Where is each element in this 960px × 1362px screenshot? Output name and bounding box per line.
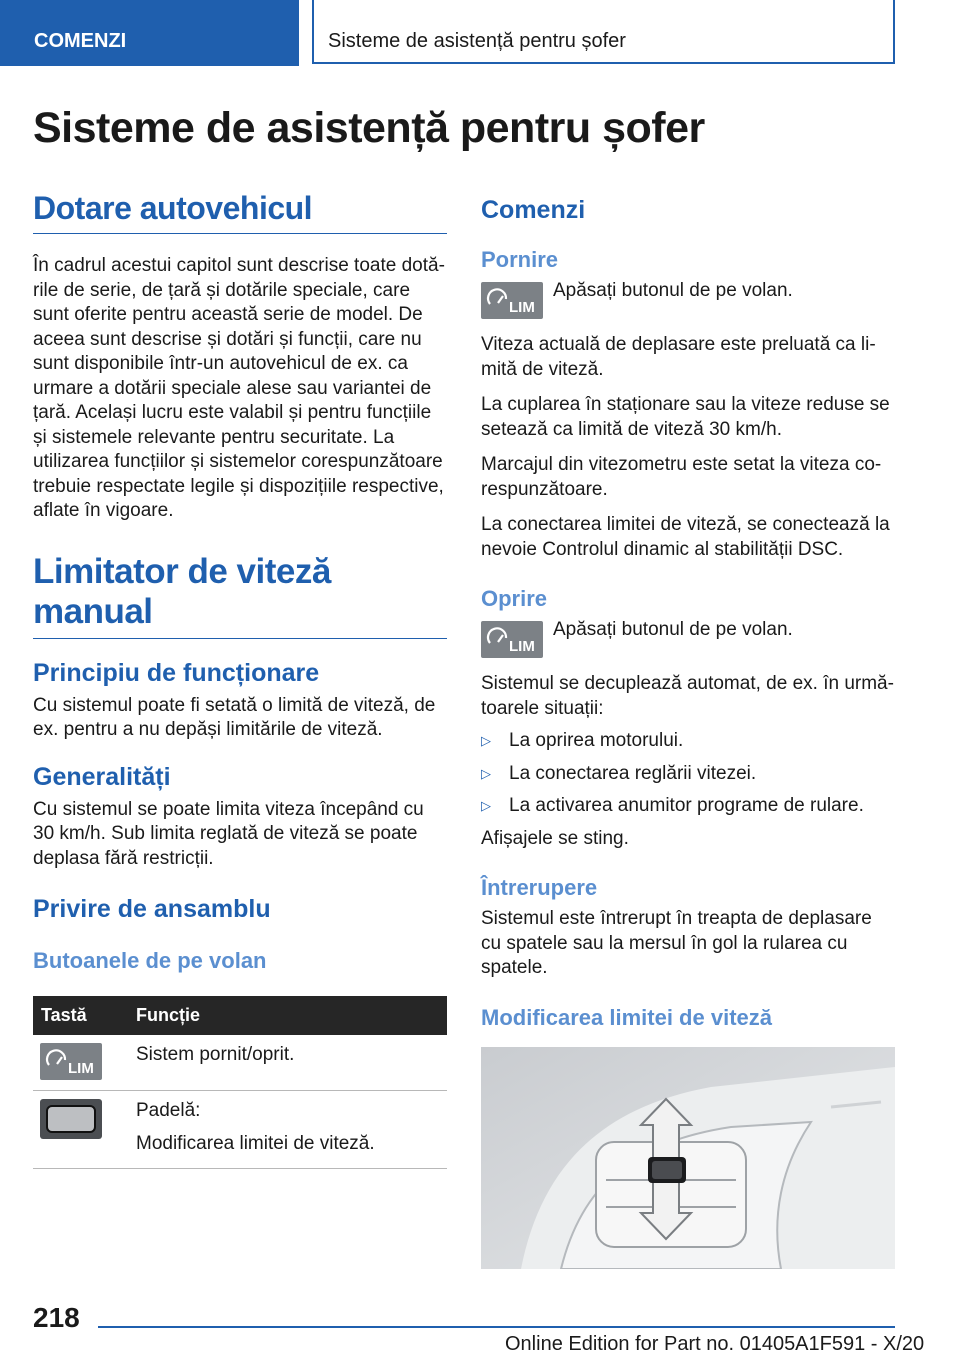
list-item: ▷ La oprirea motorului. bbox=[481, 729, 895, 754]
svg-text:LIM: LIM bbox=[68, 1060, 94, 1077]
footer-divider bbox=[98, 1326, 895, 1328]
paddle-icon bbox=[40, 1099, 102, 1139]
svg-text:LIM: LIM bbox=[509, 638, 535, 655]
pornire-icon-text: Apăsați butonul de pe volan. bbox=[553, 280, 793, 301]
dotare-text: În cadrul acestui capitol sunt descrise toate dotările de serie, de țară și dotările speciale, care sunt oferite pentru această serie de model. De aceea sunt descrise și dotări și funcții, care nu sunt disponibile într-un autovehicul de ex. ca urmare a dotării speciale alese sau variantei de țară. Același lucru este valabil și pentru funcțiile și sistemele relevante pentru securitate. La utilizarea funcțiilor și sistemelor corespunzătoare trebuie respectate legile și dispozițiile respective, aflate în vigoare. bbox=[33, 255, 445, 521]
bullet-triangle-icon: ▷ bbox=[481, 733, 491, 748]
butoane-heading: Butoanele de pe volan bbox=[33, 948, 267, 973]
svg-text:LIM: LIM bbox=[509, 299, 535, 316]
buttons-table bbox=[33, 996, 447, 1169]
list-item: ▷ La activarea anumitor programe de rulare. bbox=[481, 794, 895, 819]
pornire-instruction bbox=[481, 279, 895, 319]
lim-button-icon bbox=[481, 621, 543, 658]
privire-heading: Privire de ansamblu bbox=[33, 895, 271, 923]
table-cell-function: Modificarea limitei de viteză. bbox=[136, 1132, 375, 1154]
pornire-paragraph: Marcajul din vitezometru este setat la viteza corespunzătoare. bbox=[481, 454, 882, 500]
dotare-heading: Dotare autovehicul bbox=[33, 190, 447, 234]
table-header-function: Funcție bbox=[136, 996, 447, 1035]
page-title: Sisteme de asistență pentru șofer bbox=[33, 104, 705, 152]
oprire-instruction bbox=[481, 618, 895, 658]
modificarea-heading: Modificarea limitei de viteză bbox=[481, 1004, 772, 1030]
oprire-outro: Afișajele se sting. bbox=[481, 827, 629, 849]
comenzi-heading: Comenzi bbox=[481, 196, 586, 224]
pornire-paragraph: La cuplarea în staționare sau la viteze reduse se setează ca limită de viteză 30 km/h. bbox=[481, 394, 890, 440]
lim-button-icon bbox=[40, 1043, 102, 1080]
limitator-heading: Limitator de viteză manual bbox=[33, 552, 447, 639]
page-number: 218 bbox=[33, 1302, 80, 1333]
bullet-triangle-icon: ▷ bbox=[481, 765, 491, 781]
oprire-heading: Oprire bbox=[481, 586, 548, 611]
chapter-tab: Sisteme de asistență pentru șofer bbox=[312, 0, 895, 64]
oprire-intro: Sistemul se decuplează automat, de ex. în următoarele situații: bbox=[481, 673, 894, 719]
table-row bbox=[33, 1035, 447, 1091]
left-column bbox=[33, 190, 447, 1169]
bullet-triangle-icon: ▷ bbox=[481, 798, 491, 813]
table-row bbox=[33, 1091, 447, 1169]
table-cell-function: Padelă: bbox=[136, 1100, 201, 1121]
lim-button-icon bbox=[481, 282, 543, 319]
intrerupere-heading: Întrerupere bbox=[481, 875, 598, 900]
table-header-row bbox=[33, 996, 447, 1035]
principiu-text: Cu sistemul poate fi setată o limită de viteză, de ex. pentru a nu depăși limitările de viteză. bbox=[33, 694, 436, 740]
steering-wheel-photo bbox=[481, 1047, 895, 1269]
footer-edition: Online Edition for Part no. 01405A1F591 - X/20 bbox=[505, 1333, 925, 1355]
generalitati-heading: Generalități bbox=[33, 762, 171, 791]
section-tab: COMENZI bbox=[0, 0, 299, 66]
generalitati-text: Cu sistemul se poate limita viteza începând cu 30 km/h. Sub limita reglată de viteză se poate deplasa fără restricții. bbox=[33, 798, 424, 869]
right-column bbox=[481, 190, 895, 1269]
table-cell-function: Sistem pornit/oprit. bbox=[136, 1044, 295, 1065]
table-header-key: Tastă bbox=[33, 996, 136, 1035]
oprire-icon-text: Apăsați butonul de pe volan. bbox=[553, 619, 793, 640]
intrerupere-text: Sistemul este întrerupt în treapta de deplasare cu spatele sau la mersul în gol la rularea cu spatele. bbox=[481, 908, 872, 978]
pornire-paragraph: Viteza actuală de deplasare este preluată ca limită de viteză. bbox=[481, 334, 876, 380]
pornire-paragraph: La conectarea limitei de viteză, se conectează la nevoie Controlul dinamic al stabilității DSC. bbox=[481, 514, 890, 560]
list-item: ▷ La conectarea reglării vitezei. bbox=[481, 762, 895, 787]
pornire-heading: Pornire bbox=[481, 247, 559, 272]
principiu-heading: Principiu de funcționare bbox=[33, 658, 320, 687]
